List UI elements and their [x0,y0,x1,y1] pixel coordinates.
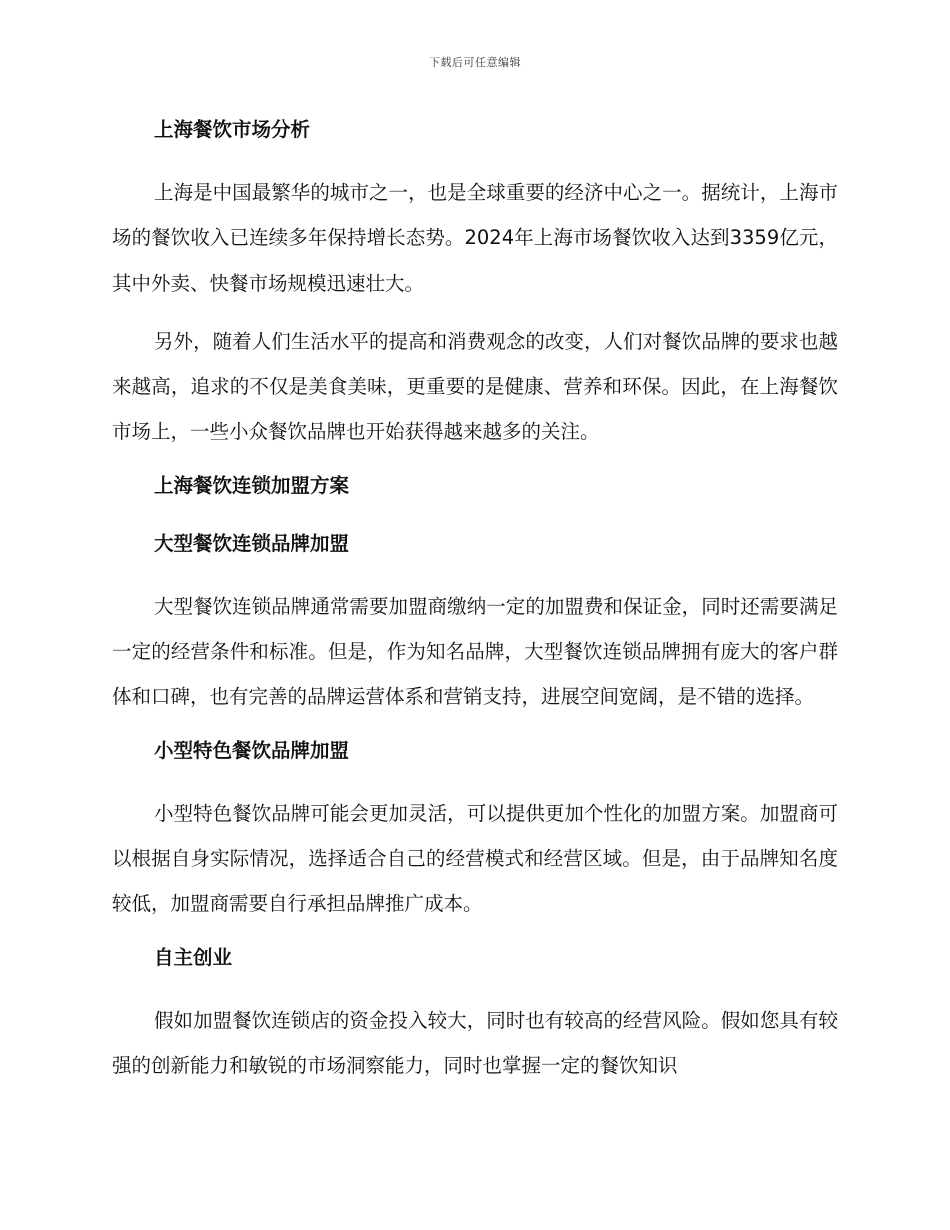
paragraph-self-startup: 假如加盟餐饮连锁店的资金投入较大，同时也有较高的经营风险。假如您具有较强的创新能力和敏锐的市场洞察能力，同时也掌握一定的餐饮知识 [112,1008,838,1077]
paragraph-market-overview: 上海是中国最繁华的城市之一，也是全球重要的经济中心之一。据统计，上海市场的餐饮收入已连续多年保持增长态势。2024年上海市场餐饮收入达到3359亿元，其中外卖、快餐市场规模迅速壮大。 [112,181,838,295]
header-note: 下载后可任意编辑 [429,56,521,69]
subheading-small-brand: 小型特色餐饮品牌加盟 [154,738,350,762]
subheading-large-chain: 大型餐饮连锁品牌加盟 [154,531,350,555]
document-body [112,112,838,1088]
subheading-self-startup: 自主创业 [154,945,233,969]
paragraph-large-chain: 大型餐饮连锁品牌通常需要加盟商缴纳一定的加盟费和保证金，同时还需要满足一定的经营条件和标准。但是，作为知名品牌，大型餐饮连锁品牌拥有庞大的客户群体和口碑，也有完善的品牌运营体系和营销支持，进展空间宽阔，是不错的选择。 [112,594,838,709]
section-heading-market-analysis: 上海餐饮市场分析 [154,118,311,141]
paragraph-consumer-trends: 另外，随着人们生活水平的提高和消费观念的改变，人们对餐饮品牌的要求也越来越高，追求的不仅是美食美味，更重要的是健康、营养和环保。因此，在上海餐饮市场上，一些小众餐饮品牌也开始获得越来越多的关注。 [112,329,838,444]
paragraph-small-brand: 小型特色餐饮品牌可能会更加灵活，可以提供更加个性化的加盟方案。加盟商可以根据自身实际情况，选择适合自己的经营模式和经营区域。但是，由于品牌知名度较低，加盟商需要自行承担品牌推广成本。 [112,801,838,916]
section-heading-franchise-plans: 上海餐饮连锁加盟方案 [154,473,350,497]
